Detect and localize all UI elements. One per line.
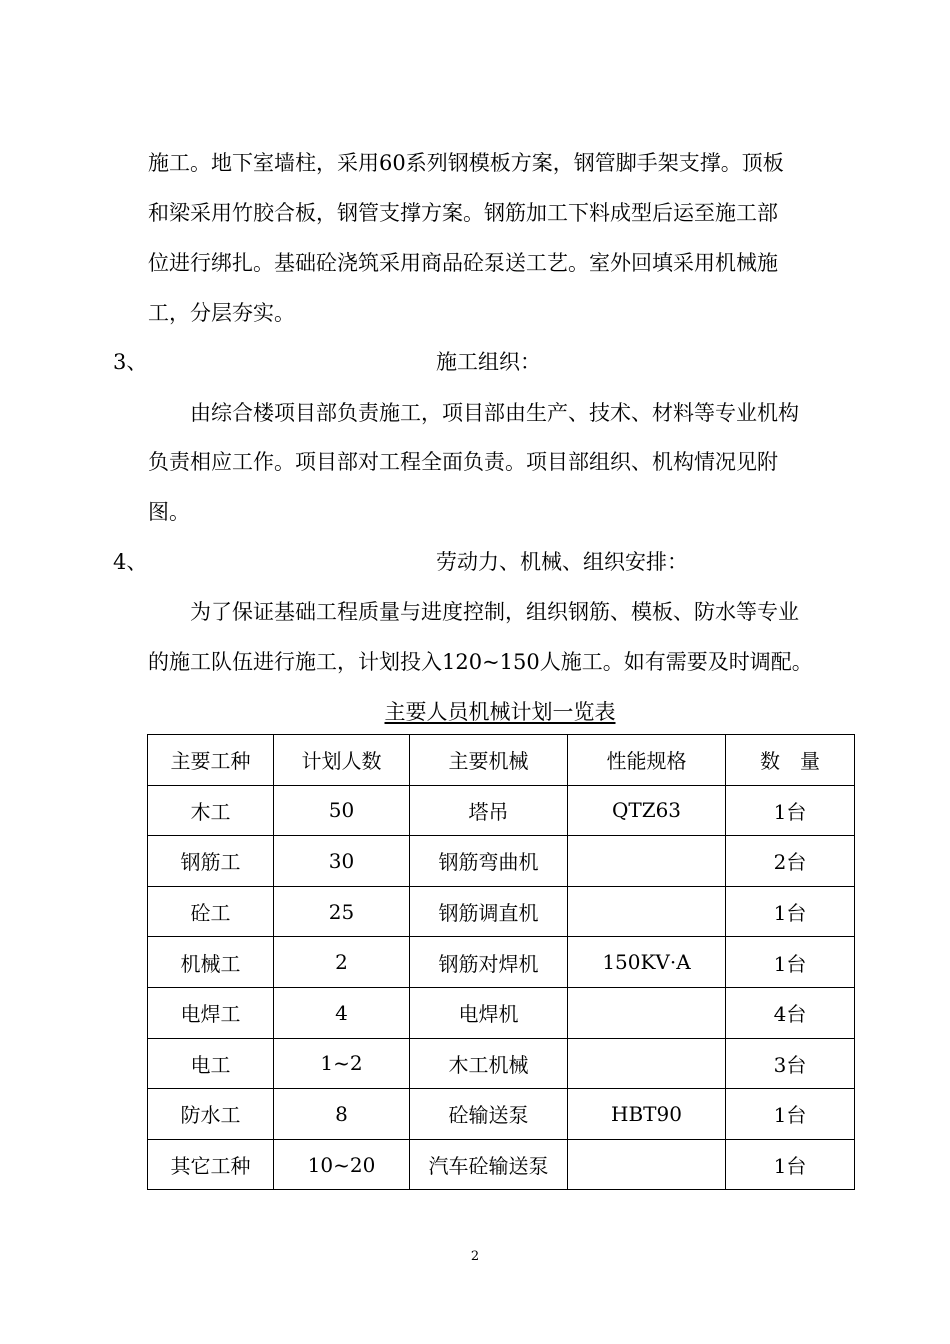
- table-cell: 砼工: [148, 886, 274, 937]
- table-cell: 汽车砼输送泵: [410, 1139, 568, 1190]
- table-row: [148, 987, 855, 1038]
- paragraph-1-line-2: 和梁采用竹胶合板，钢管支撑方案。钢筋加工下料成型后运至施工部: [148, 201, 778, 225]
- table-row: [148, 937, 855, 988]
- table-cell: 4台: [726, 987, 855, 1038]
- table-cell: 3台: [726, 1038, 855, 1089]
- page-number: 2: [470, 1249, 480, 1264]
- section-3-line-3: 图。: [148, 500, 190, 524]
- section-3-number: 3、: [113, 350, 148, 374]
- header-cell: 数 量: [726, 735, 855, 786]
- table-row: [148, 1089, 855, 1140]
- table-cell: 4: [274, 987, 410, 1038]
- personnel-machinery-table: [147, 734, 855, 1190]
- table-cell: 1台: [726, 1139, 855, 1190]
- table-cell: 2: [274, 937, 410, 988]
- table-row: [148, 1139, 855, 1190]
- table-cell: [568, 836, 726, 887]
- table-cell: 砼输送泵: [410, 1089, 568, 1140]
- header-cell: 主要机械: [410, 735, 568, 786]
- table-header-row: [148, 735, 855, 786]
- table-cell: 钢筋对焊机: [410, 937, 568, 988]
- header-cell: 性能规格: [568, 735, 726, 786]
- table-cell: 木工: [148, 785, 274, 836]
- table-caption: [0, 699, 950, 725]
- table-cell: 电焊机: [410, 987, 568, 1038]
- table-cell: 50: [274, 785, 410, 836]
- table-cell: HBT90: [568, 1089, 726, 1140]
- table-cell: 木工机械: [410, 1038, 568, 1089]
- table-row: [148, 785, 855, 836]
- table-cell: [568, 1139, 726, 1190]
- table-cell: 机械工: [148, 937, 274, 988]
- table-cell: 150KV·A: [568, 937, 726, 988]
- table-cell: 1台: [726, 937, 855, 988]
- table-cell: [568, 987, 726, 1038]
- table-cell: 电焊工: [148, 987, 274, 1038]
- table-cell: 钢筋弯曲机: [410, 836, 568, 887]
- header-cell: 主要工种: [148, 735, 274, 786]
- section-3-line-2: 负责相应工作。项目部对工程全面负责。项目部组织、机构情况见附: [148, 450, 778, 474]
- table-cell: 1台: [726, 886, 855, 937]
- table-cell: 1台: [726, 785, 855, 836]
- section-4-line-1: 为了保证基础工程质量与进度控制，组织钢筋、模板、防水等专业: [190, 600, 799, 624]
- table-cell: 防水工: [148, 1089, 274, 1140]
- section-3-line-1: 由综合楼项目部负责施工，项目部由生产、技术、材料等专业机构: [190, 401, 799, 425]
- table-cell: 1台: [726, 1089, 855, 1140]
- section-4-heading: 劳动力、机械、组织安排：: [436, 550, 688, 574]
- table-cell: 其它工种: [148, 1139, 274, 1190]
- table-cell: 塔吊: [410, 785, 568, 836]
- table-cell: 8: [274, 1089, 410, 1140]
- table-cell: 25: [274, 886, 410, 937]
- paragraph-1-line-4: 工，分层夯实。: [148, 301, 295, 325]
- table-cell: 1~2: [274, 1038, 410, 1089]
- table-cell: [568, 886, 726, 937]
- table-row: [148, 836, 855, 887]
- table-cell: 2台: [726, 836, 855, 887]
- section-3-heading: 施工组织：: [436, 350, 541, 374]
- table-row: [148, 886, 855, 937]
- table-cell: 10~20: [274, 1139, 410, 1190]
- table-cell: 钢筋工: [148, 836, 274, 887]
- paragraph-1-line-3: 位进行绑扎。基础砼浇筑采用商品砼泵送工艺。室外回填采用机械施: [148, 251, 778, 275]
- table-cell: [568, 1038, 726, 1089]
- table-caption-text: 主要人员机械计划一览表: [384, 700, 616, 724]
- paragraph-1-line-1: 施工。地下室墙柱，采用60系列钢模板方案，钢管脚手架支撑。顶板: [148, 151, 784, 175]
- section-4-line-2: 的施工队伍进行施工，计划投入120~150人施工。如有需要及时调配。: [148, 650, 813, 674]
- table-cell: 30: [274, 836, 410, 887]
- table-row: [148, 1038, 855, 1089]
- section-4-number: 4、: [113, 550, 148, 574]
- table-cell: 钢筋调直机: [410, 886, 568, 937]
- table-cell: 电工: [148, 1038, 274, 1089]
- table-cell: QTZ63: [568, 785, 726, 836]
- header-cell: 计划人数: [274, 735, 410, 786]
